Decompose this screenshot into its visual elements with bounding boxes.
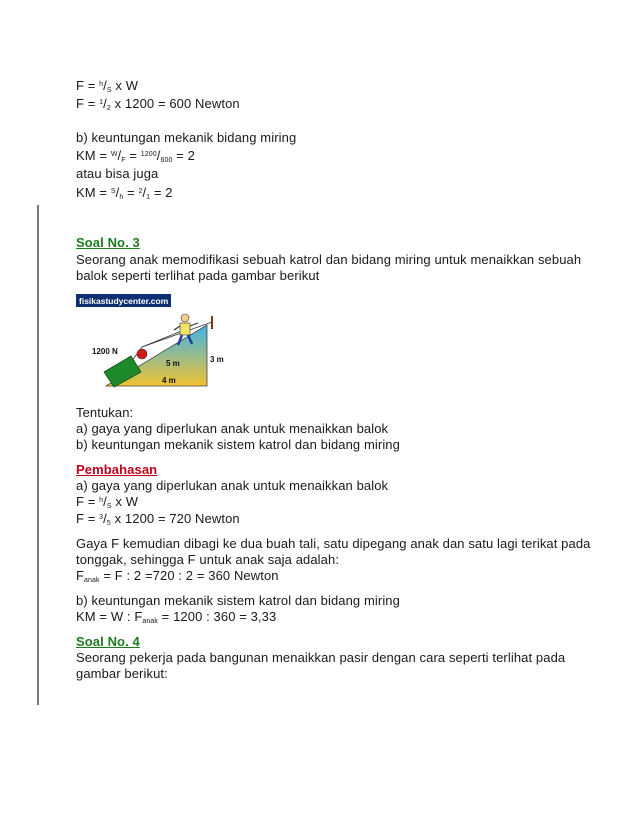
soal-4-title: Soal No. 4	[76, 634, 140, 649]
tentukan-label: Tentukan:	[76, 405, 134, 420]
solution-a: a) gaya yang diperlukan anak untuk menaikkan balok	[76, 478, 389, 493]
part-b-heading: b) keuntungan mekanik bidang miring	[76, 130, 297, 145]
formula-f-result: F = $^1$/2 x 1200 = 600 Newton	[76, 96, 240, 112]
soal-4-question-line2: gambar berikut:	[76, 666, 168, 681]
soal-3-title: Soal No. 3	[76, 235, 140, 250]
formula-f-line: F = $^h$/S x W	[76, 78, 139, 94]
base-label: 4 m	[162, 376, 176, 385]
solution-f-formula: F = $^h$/S x W	[76, 494, 139, 510]
force-split-line1: Gaya F kemudian dibagi ke dua buah tali, satu dipegang anak dan satu lagi terikat pada	[76, 536, 591, 551]
pulley-icon	[137, 349, 147, 359]
incline-pulley-figure	[74, 292, 232, 392]
mass-label: 1200 N	[92, 347, 118, 356]
slope-label: 5 m	[166, 359, 180, 368]
margin-bar	[37, 205, 39, 705]
solution-b: b) keuntungan mekanik sistem katrol dan bidang miring	[76, 593, 400, 608]
solution-f-result: F = $^3$/5 x 1200 = 720 Newton	[76, 511, 240, 527]
watermark-text: fisikastudycenter.com	[79, 296, 169, 306]
force-split-line2: tonggak, sehingga F untuk anak saja adalah:	[76, 552, 340, 567]
force-child-result: Fanak = F : 2 =720 : 2 = 360 Newton	[76, 568, 279, 584]
km-alt-formula: KM = $^S$/h = $^2$/1 = 2	[76, 185, 173, 201]
task-b: b) keuntungan mekanik sistem katrol dan bidang miring	[76, 437, 400, 452]
pembahasan-title: Pembahasan	[76, 462, 158, 477]
km-formula: KM = $^W$/F = $^{1200}$/600 = 2	[76, 148, 195, 164]
alt-text: atau bisa juga	[76, 166, 159, 181]
soal-3-question-line2: balok seperti terlihat pada gambar berikut	[76, 268, 320, 283]
soal-3-question-line1: Seorang anak memodifikasi sebuah katrol dan bidang miring untuk menaikkan sebuah	[76, 252, 582, 267]
km-result: KM = W : Fanak = 1200 : 360 = 3,33	[76, 609, 277, 625]
height-label: 3 m	[210, 355, 224, 364]
task-a: a) gaya yang diperlukan anak untuk menaikkan balok	[76, 421, 389, 436]
soal-4-question-line1: Seorang pekerja pada bangunan menaikkan pasir dengan cara seperti terlihat pada	[76, 650, 566, 665]
